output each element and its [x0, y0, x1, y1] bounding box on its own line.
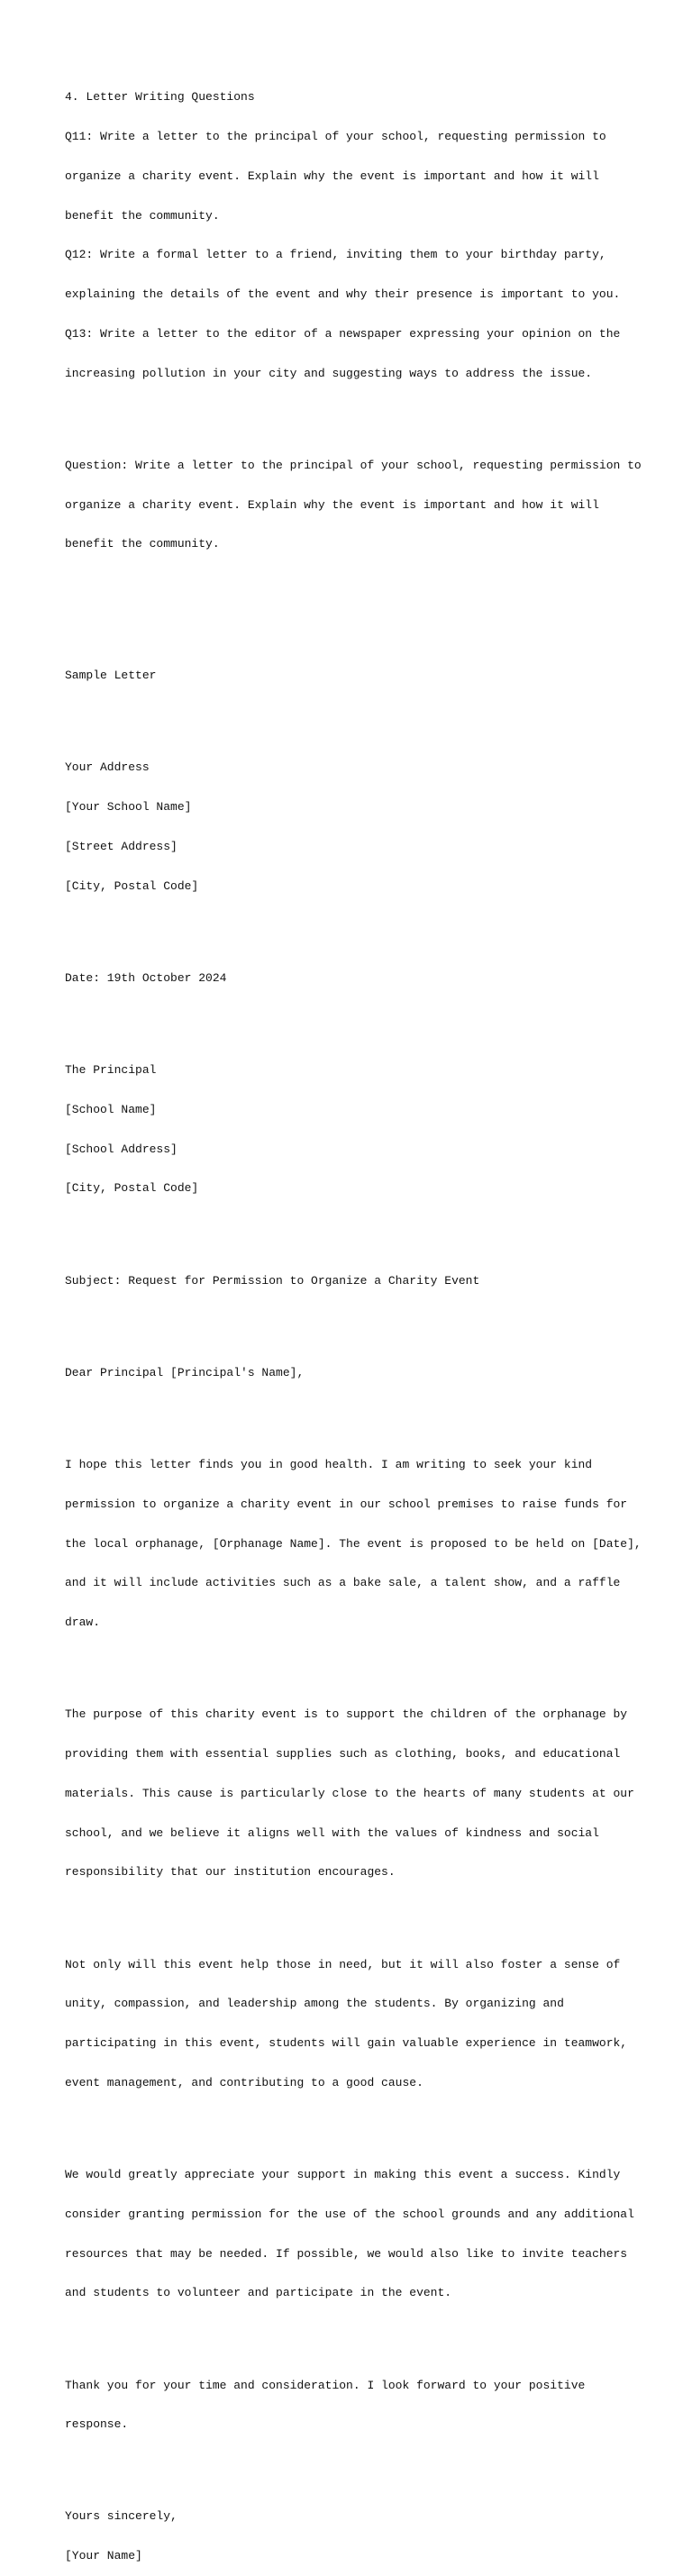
paragraph-4-line: resources that may be needed. If possible, we would also like to invite teachers [65, 2246, 628, 2261]
question-line: benefit the community. [65, 537, 220, 551]
paragraph-2-line: providing them with essential supplies such as clothing, books, and educational [65, 1747, 621, 1761]
paragraph-2-line: The purpose of this charity event is to support the children of the orphanage by [65, 1707, 628, 1722]
blank-line [65, 1656, 651, 1670]
paragraph-4-line: consider granting permission for the use of the school grounds and any additional [65, 2207, 634, 2221]
q11-line: benefit the community. [65, 208, 220, 223]
blank-line [65, 578, 651, 591]
blank-line [65, 2326, 651, 2340]
blank-line [65, 2116, 651, 2130]
paragraph-1-line: I hope this letter finds you in good health. I am writing to seek your kind [65, 1457, 593, 1471]
q13-line: increasing pollution in your city and suggesting ways to address the issue. [65, 366, 593, 380]
letter-closing: Yours sincerely, [65, 2509, 178, 2524]
paragraph-3-line: event management, and contributing to a good cause. [65, 2075, 423, 2089]
blank-line [65, 1406, 651, 1420]
paragraph-1-line: and it will include activities such as a bake sale, a talent show, and a raffle [65, 1576, 621, 1590]
sender-address-line: [Street Address] [65, 840, 178, 854]
q13-line: Q13: Write a letter to the editor of a newspaper expressing your opinion on the [65, 326, 621, 341]
paragraph-2-line: materials. This cause is particularly close to the hearts of many students at our [65, 1786, 634, 1800]
blank-line [65, 406, 651, 420]
blank-line [65, 1906, 651, 1919]
blank-line [65, 2458, 651, 2471]
recipient-address-line: [City, Postal Code] [65, 1181, 199, 1196]
sample-letter-title: Sample Letter [65, 669, 157, 683]
paragraph-5-line: response. [65, 2417, 129, 2432]
sender-address-line: [City, Postal Code] [65, 878, 199, 893]
paragraph-5-line: Thank you for your time and consideration. I look forward to your positive [65, 2378, 586, 2392]
q12-line: Q12: Write a formal letter to a friend, inviting them to your birthday party, [65, 248, 606, 262]
paragraph-3-line: participating in this event, students will gain valuable experience in teamwork, [65, 2036, 628, 2051]
letter-subject: Subject: Request for Permission to Organize a Charity Event [65, 1273, 480, 1288]
q12-line: explaining the details of the event and why their presence is important to you. [65, 287, 621, 302]
paragraph-2-line: school, and we believe it aligns well with the values of kindness and social [65, 1825, 599, 1840]
question-line: organize a charity event. Explain why the event is important and how it will [65, 497, 599, 512]
question-line: Question: Write a letter to the principal of your school, requesting permission to [65, 458, 642, 472]
blank-line [65, 1012, 651, 1025]
blank-line [65, 1314, 651, 1327]
blank-line [65, 1222, 651, 1235]
paragraph-2-line: responsibility that our institution encourages. [65, 1865, 396, 1880]
recipient-address-line: The Principal [65, 1063, 157, 1078]
paragraph-1-line: draw. [65, 1616, 101, 1630]
letter-date: Date: 19th October 2024 [65, 970, 227, 985]
blank-line [65, 709, 651, 723]
paragraph-1-line: the local orphanage, [Orphanage Name]. The event is proposed to be held on [Date], [65, 1536, 642, 1551]
blank-line [65, 617, 651, 631]
paragraph-1-line: permission to organize a charity event in our school premises to raise funds for [65, 1497, 628, 1511]
blank-line [65, 920, 651, 933]
recipient-address-line: [School Address] [65, 1142, 178, 1156]
sender-address-line: Your Address [65, 760, 150, 775]
letter-signature: [Your Name] [65, 2549, 142, 2563]
recipient-address-line: [School Name] [65, 1102, 157, 1116]
paragraph-3-line: Not only will this event help those in need, but it will also foster a sense of [65, 1957, 621, 1971]
sender-address-line: [Your School Name] [65, 800, 192, 815]
document-page [65, 65, 651, 2576]
q11-line: Q11: Write a letter to the principal of your school, requesting permission to [65, 129, 606, 143]
q11-line: organize a charity event. Explain why the event is important and how it will [65, 168, 599, 183]
paragraph-3-line: unity, compassion, and leadership among the students. By organizing and [65, 1997, 564, 2011]
paragraph-4-line: We would greatly appreciate your support in making this event a success. Kindly [65, 2168, 621, 2181]
questions-heading: 4. Letter Writing Questions [65, 90, 255, 105]
paragraph-4-line: and students to volunteer and participate in the event. [65, 2286, 452, 2300]
letter-salutation: Dear Principal [Principal's Name], [65, 1365, 305, 1379]
